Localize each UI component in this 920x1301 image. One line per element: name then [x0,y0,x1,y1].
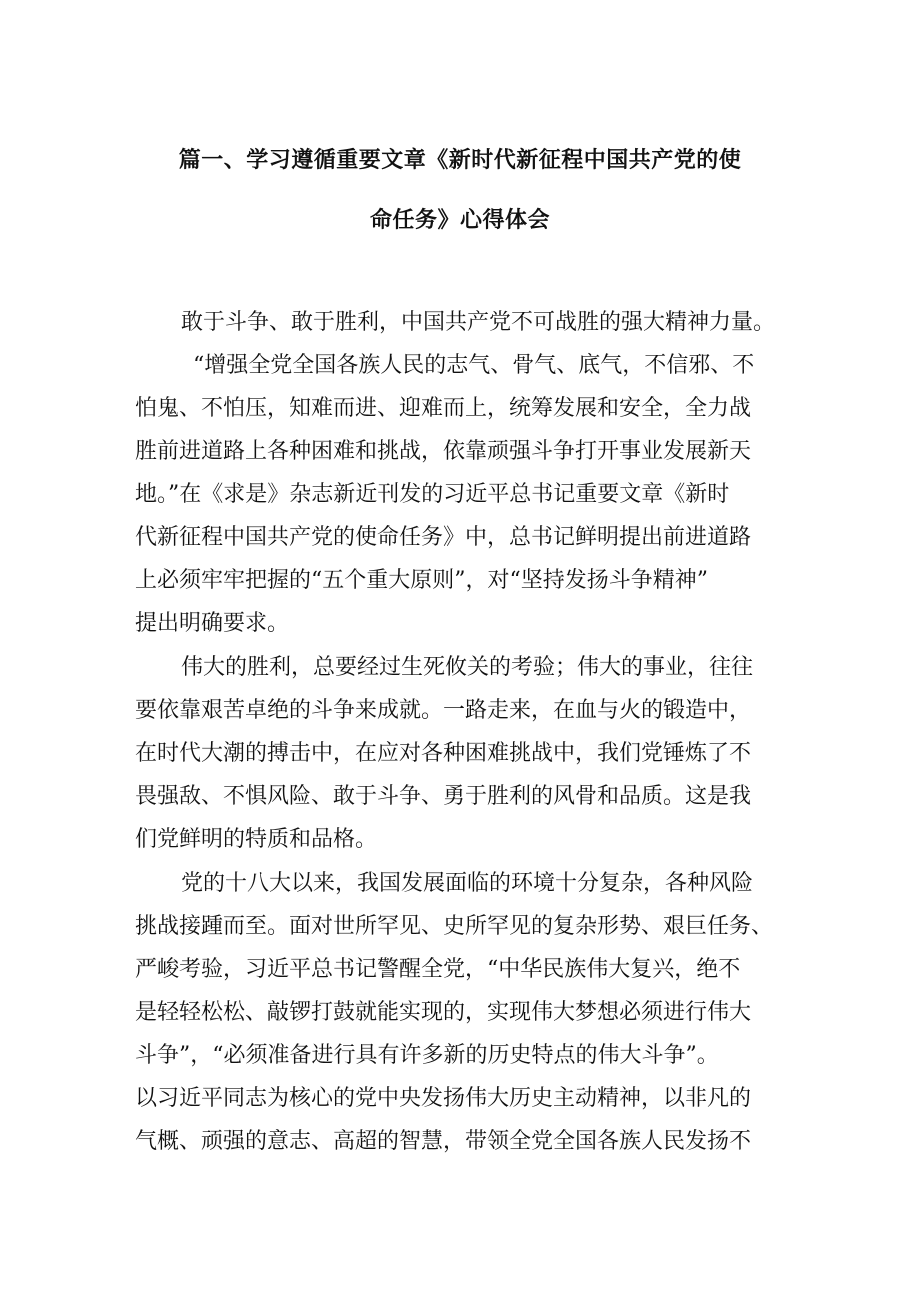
paragraph-line: 伟大的胜利，总要经过生死攸关的考验；伟大的事业，往往 [181,655,754,680]
paragraph-line: 在时代大潮的搏击中，在应对各种困难挑战中，我们党锤炼了不 [135,741,752,766]
paragraph-1 [135,301,815,344]
paragraph-line: 斗争”，“必须准备进行具有许多新的历史特点的伟大斗争”。 [135,1043,719,1068]
document-title-line-2: 命任务》心得体会 [369,208,550,233]
paragraph-line: 气概、顽强的意志、高超的智慧，带领全党全国各族人民发扬不 [135,1129,752,1154]
paragraph-line: “增强全党全国各族人民的志气、骨气、底气，不信邪、不 [193,353,755,378]
paragraph-line: 畏强敌、不惧风险、敢于斗争、勇于胜利的风骨和品质。这是我 [135,784,752,809]
paragraph-line: 是轻轻松松、敲锣打鼓就能实现的，实现伟大梦想必须进行伟大 [135,1000,752,1025]
paragraph-4 [135,862,815,1163]
paragraph-line: 敢于斗争、敢于胜利，中国共产党不可战胜的强大精神力量。 [181,310,776,335]
paragraph-line: 地。”在《求是》杂志新近刊发的习近平总书记重要文章《新时 [135,482,730,507]
document-title-line-1: 篇一、学习遵循重要文章《新时代新征程中国共产党的使 [178,148,742,173]
paragraph-line: 严峻考验，习近平总书记警醒全党，“中华民族伟大复兴，绝不 [135,957,741,982]
paragraph-line: 怕鬼、不怕压，知难而进、迎难而上，统筹发展和安全，全力战 [135,396,752,421]
paragraph-line: 胜前进道路上各种困难和挑战，依靠顽强斗争打开事业发展新天 [135,439,752,464]
paragraph-line: 们党鲜明的特质和品格。 [135,827,378,852]
paragraph-line: 提出明确要求。 [135,611,290,636]
paragraph-line: 党的十八大以来，我国发展面临的环境十分复杂，各种风险 [181,871,754,896]
paragraph-line: 以习近平同志为核心的党中央发扬伟大历史主动精神，以非凡的 [135,1086,752,1111]
paragraph-3 [135,646,815,861]
paragraph-line: 上必须牢牢把握的“五个重大原则”，对“坚持发扬斗争精神” [135,568,708,593]
paragraph-2 [135,344,815,645]
paragraph-line: 挑战接踵而至。面对世所罕见、史所罕见的复杂形势、艰巨任务、 [135,914,774,939]
paragraph-line: 要依靠艰苦卓绝的斗争来成就。一路走来，在血与火的锻造中， [135,698,752,723]
paragraph-line: 代新征程中国共产党的使命任务》中，总书记鲜明提出前进道路 [135,525,752,550]
